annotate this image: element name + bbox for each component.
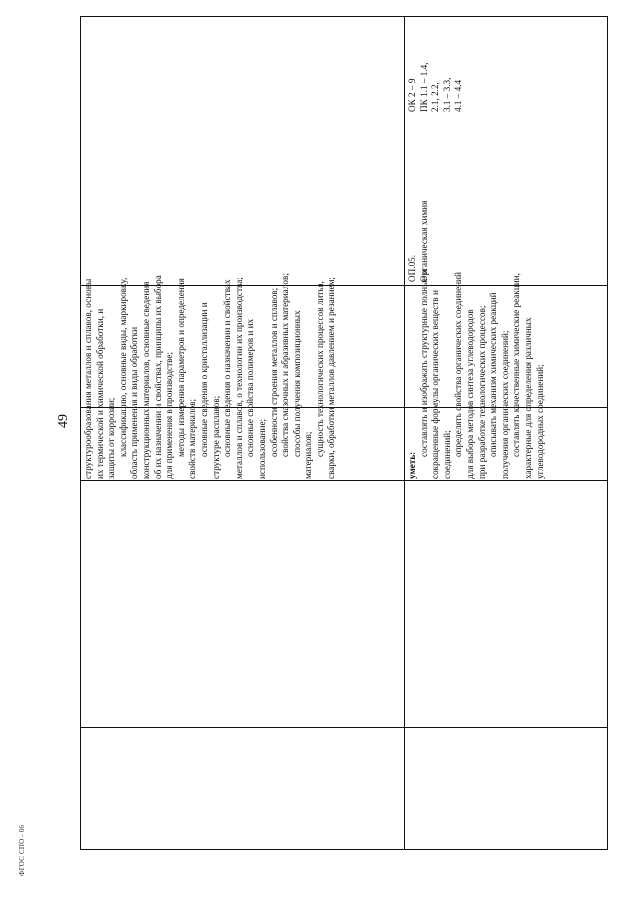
- row-divider: [81, 727, 607, 728]
- knowledge-line: способы получения композиционных: [291, 310, 302, 457]
- knowledge-line: свойства смазочных и абразивных материалов;: [280, 273, 291, 457]
- knowledge-line: структурообразования металлов и сплавов, основы: [83, 278, 93, 479]
- discipline-code: ОП.05.: [407, 254, 417, 282]
- knowledge-line: металлов и сплавов, о технологии их производства;: [233, 277, 244, 479]
- knowledge-line: основные сведения о кристаллизации и: [198, 302, 209, 457]
- knowledge-line: структуре расплавов;: [210, 395, 221, 479]
- knowledge-line: для применения в производстве;: [164, 351, 175, 479]
- competency-line: 3.1 – 3.3,: [441, 77, 452, 112]
- skills-line: получения органических соединений;: [499, 330, 510, 479]
- skills-line: углеводородных соединений;: [534, 364, 545, 479]
- knowledge-line: конструкционных материалов, основные сведения: [140, 281, 151, 479]
- discipline-cell: [407, 165, 467, 285]
- column-divider: [404, 17, 405, 849]
- skills-heading: уметь:: [407, 451, 417, 479]
- knowledge-line: сварки, обработки металлов давлением и резанием;: [326, 277, 337, 479]
- discipline-name: Органическая химия: [418, 200, 429, 282]
- knowledge-line: основные свойства полимеров и их: [245, 318, 256, 457]
- knowledge-line: свойств материалов;: [187, 398, 198, 479]
- competencies-cell: [407, 19, 487, 115]
- skills-line: описывать механизм химических реакций: [488, 292, 499, 457]
- page-number: 49: [56, 414, 71, 428]
- skills-line: сокращенные формулы органических веществ и: [430, 290, 441, 479]
- skills-line: соединений;: [441, 430, 452, 479]
- footer-code: ФГОС СПО - 06: [18, 824, 26, 876]
- skills-line: характерные для определения различных: [522, 317, 533, 479]
- skills-line: составлять качественные химические реакции,: [511, 273, 522, 457]
- competency-line: ПК 1.1 – 1.4,: [418, 62, 429, 112]
- knowledge-line: методы измерения параметров и определения: [175, 278, 186, 457]
- knowledge-line: сущность технологических процессов литья,: [314, 281, 325, 457]
- competency-line: ОК 2 – 9: [407, 78, 417, 112]
- curriculum-table: [80, 16, 608, 850]
- knowledge-line: основные сведения о назначении и свойствах: [222, 279, 233, 457]
- knowledge-line: материалов;: [303, 431, 314, 479]
- skills-line: определять свойства органических соединений: [453, 272, 464, 457]
- knowledge-cell: [83, 23, 337, 483]
- skills-line: составлять и изображать структурные полные и: [418, 269, 429, 457]
- knowledge-line: их термической и химической обработки, и: [94, 308, 105, 479]
- knowledge-line: использование;: [256, 418, 267, 479]
- knowledge-line: защиты от коррозии;: [106, 397, 117, 479]
- knowledge-line: об их назначении и свойствах, принципы их выбора: [152, 275, 163, 479]
- knowledge-line: классификацию, основные виды, маркировку,: [117, 277, 128, 457]
- competency-line: 2.1, 2.2,: [430, 82, 441, 112]
- competency-line: 4.1 – 4.4: [453, 79, 464, 112]
- knowledge-line: особенности строения металлов и сплавов;: [268, 287, 279, 457]
- skills-line: для выбора методов синтеза углеводородов: [464, 309, 475, 479]
- knowledge-line: область применения и виды обработки: [129, 326, 140, 479]
- skills-line: при разработке технологических процессов;: [476, 305, 487, 479]
